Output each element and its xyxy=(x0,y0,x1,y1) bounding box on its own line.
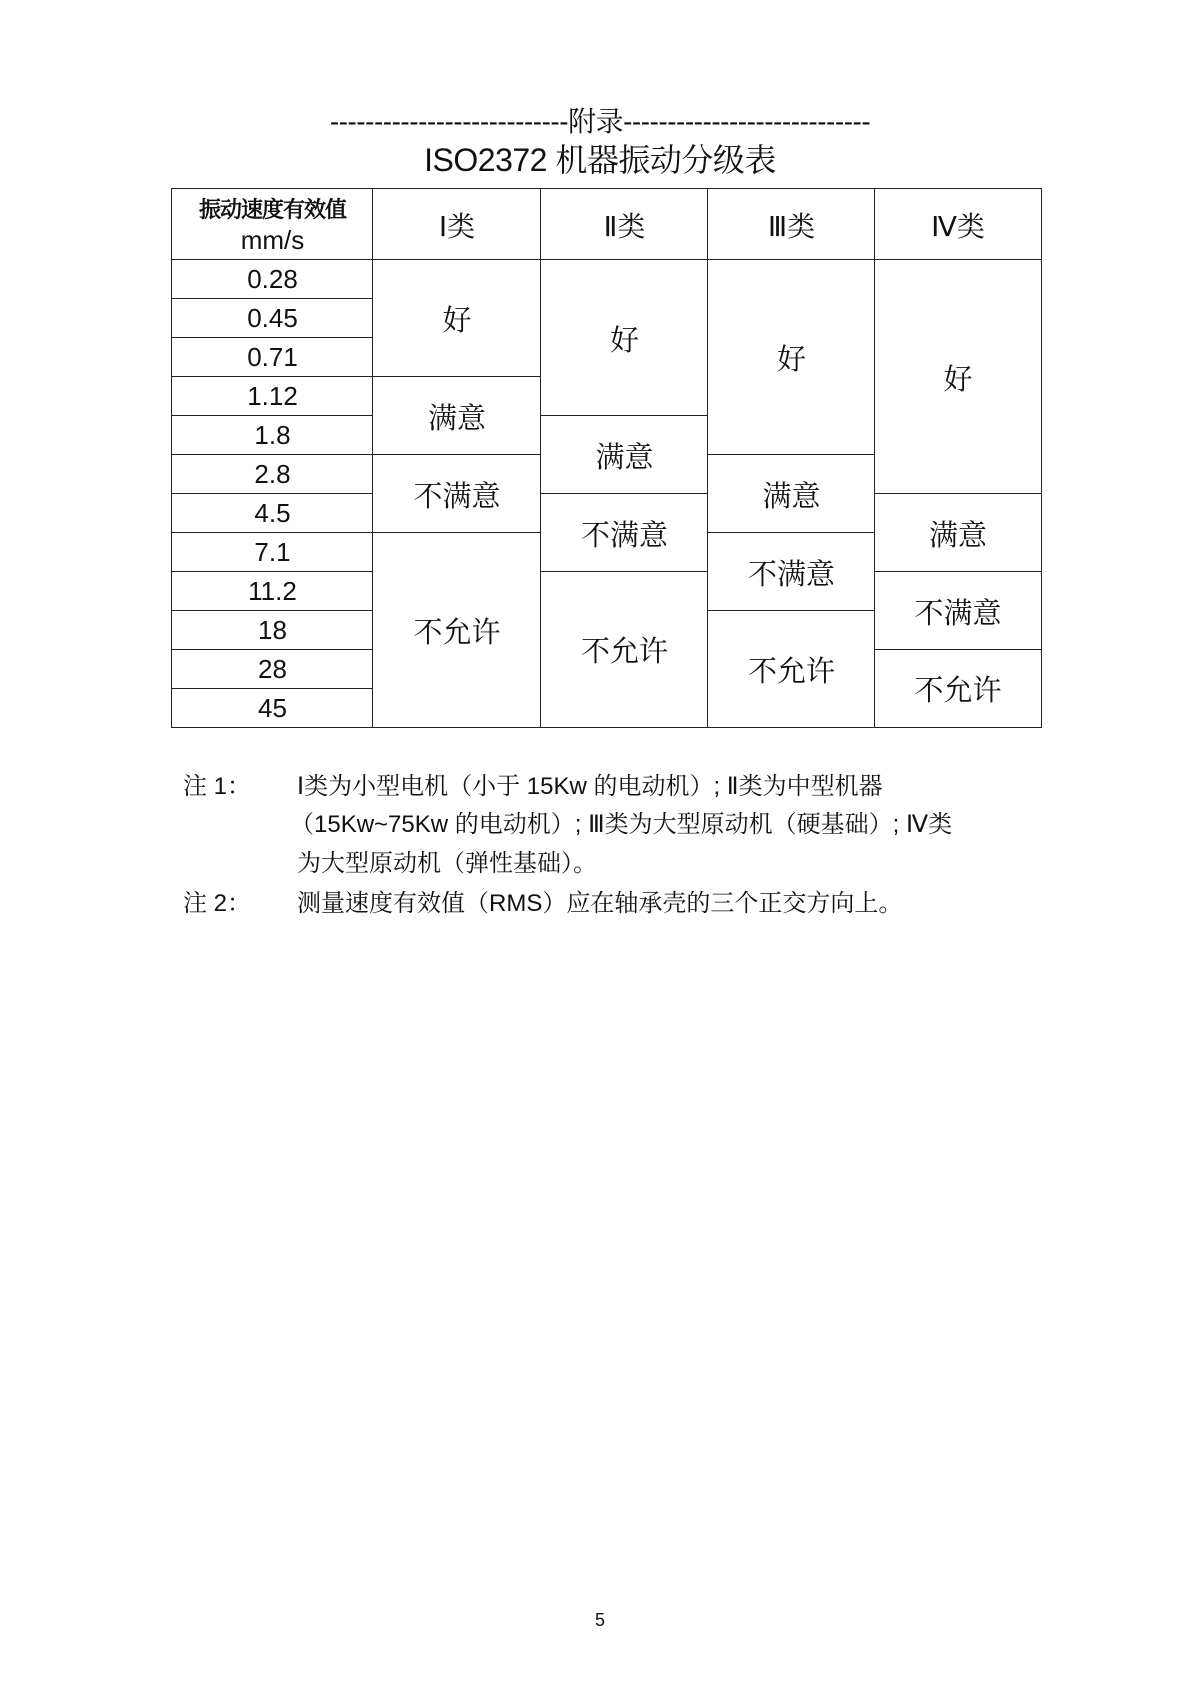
class-1-grade-satisfactory: 满意 xyxy=(372,376,542,456)
class-3-header: Ⅲ类 xyxy=(707,188,876,261)
class-3-grade-unsatisfactory: 不满意 xyxy=(707,532,876,612)
velocity-value: 2.8 xyxy=(171,454,374,495)
class-4-grade-good: 好 xyxy=(874,259,1042,495)
velocity-value: 11.2 xyxy=(171,571,374,612)
velocity-value: 28 xyxy=(171,649,374,690)
velocity-column-header xyxy=(171,188,374,261)
vibration-classification-table xyxy=(171,188,1042,728)
note-1-line-3: 为大型原动机（弹性基础）。 xyxy=(297,850,597,877)
appendix-heading: ---------------------------附录---------------------------- xyxy=(329,106,871,137)
velocity-value: 1.8 xyxy=(171,415,374,456)
velocity-value: 7.1 xyxy=(171,532,374,573)
page-number: 5 xyxy=(594,1610,605,1630)
class-3-grade-satisfactory: 满意 xyxy=(707,454,876,534)
velocity-value: 45 xyxy=(171,688,374,728)
class-1-grade-unacceptable: 不允许 xyxy=(372,532,542,728)
class-2-header: Ⅱ类 xyxy=(540,188,709,261)
note-1-line-1: Ⅰ类为小型电机（小于 15Kw 的电动机）; Ⅱ类为中型机器 xyxy=(297,773,883,800)
velocity-value: 0.45 xyxy=(171,298,374,339)
note-1-line-2: （15Kw~75Kw 的电动机）; Ⅲ类为大型原动机（硬基础）; Ⅳ类 xyxy=(290,811,953,838)
class-1-header: Ⅰ类 xyxy=(372,188,542,261)
class-2-grade-unacceptable: 不允许 xyxy=(540,571,709,728)
class-2-grade-good: 好 xyxy=(540,259,709,417)
velocity-value: 18 xyxy=(171,610,374,651)
velocity-header-unit: mm/s xyxy=(240,224,305,255)
class-3-grade-good: 好 xyxy=(707,259,876,456)
note-2-line-1: 测量速度有效值（RMS）应在轴承壳的三个正交方向上。 xyxy=(297,890,903,917)
class-3-grade-unacceptable: 不允许 xyxy=(707,610,876,728)
velocity-value: 4.5 xyxy=(171,493,374,534)
class-4-header: Ⅳ类 xyxy=(874,188,1042,261)
velocity-value: 0.71 xyxy=(171,337,374,378)
velocity-value: 1.12 xyxy=(171,376,374,417)
note-2-label: 注 2： xyxy=(183,890,252,917)
class-2-grade-unsatisfactory: 不满意 xyxy=(540,493,709,573)
class-2-grade-satisfactory: 满意 xyxy=(540,415,709,495)
class-1-grade-good: 好 xyxy=(372,259,542,378)
class-4-grade-unsatisfactory: 不满意 xyxy=(874,571,1042,651)
class-4-grade-unacceptable: 不允许 xyxy=(874,649,1042,728)
velocity-header-label: 振动速度有效值 xyxy=(198,196,346,222)
velocity-value: 0.28 xyxy=(171,259,374,300)
table-title: ISO2372 机器振动分级表 xyxy=(424,142,776,178)
class-1-grade-unsatisfactory: 不满意 xyxy=(372,454,542,534)
class-4-grade-satisfactory: 满意 xyxy=(874,493,1042,573)
note-1-label: 注 1： xyxy=(183,773,252,800)
